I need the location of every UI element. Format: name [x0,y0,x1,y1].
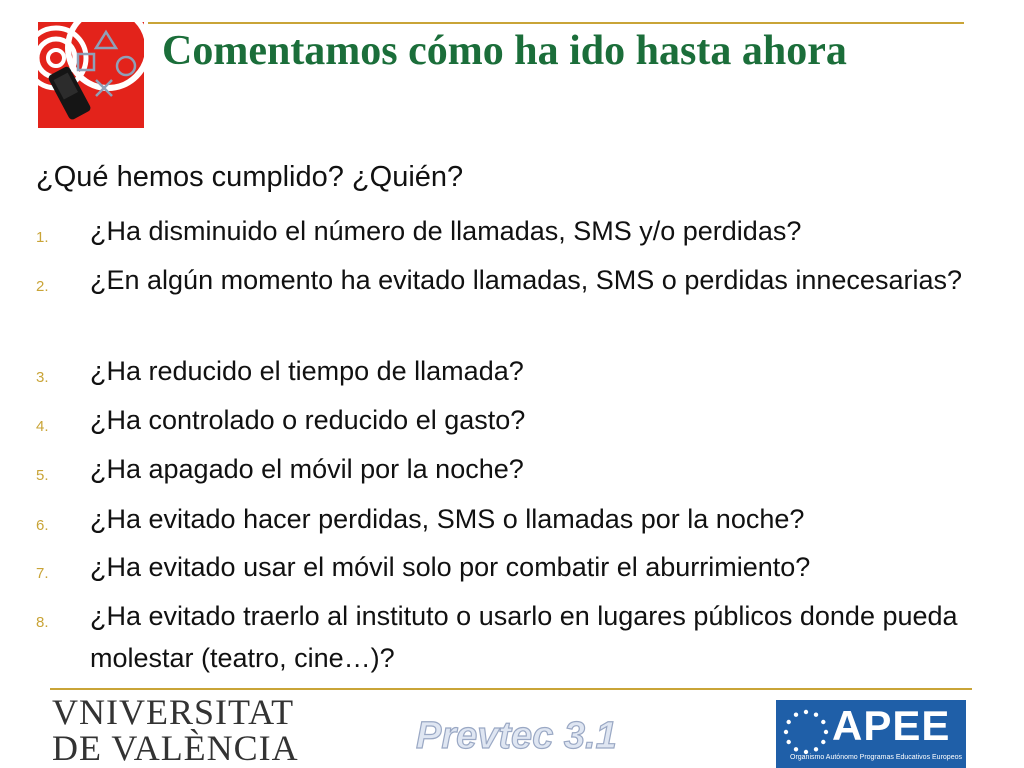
prevtec-logo [412,708,627,765]
universitat-logo [52,694,299,766]
item-text: ¿Ha reducido el tiempo de llamada? [90,356,524,386]
item-number: 5. [36,467,49,484]
item-number: 3. [36,369,49,386]
bottom-rule [50,688,972,690]
item-number: 1. [36,229,49,246]
university-name-line2: DE VALÈNCIA [52,728,299,768]
prevtec-logo-text: Prevtec 3.1 [416,715,617,757]
item-text: ¿Ha apagado el móvil por la noche? [90,454,524,484]
item-number: 7. [36,565,49,582]
item-number: 4. [36,418,49,435]
item-text: ¿Ha evitado hacer perdidas, SMS o llamadas por la noche? [90,504,805,534]
top-rule [148,22,964,24]
item-number: 2. [36,278,49,295]
eu-stars-icon [778,704,834,760]
item-text: ¿Ha evitado usar el móvil solo por combatir el aburrimiento? [90,552,811,582]
phone-target-logo [38,22,144,128]
item-text: ¿En algún momento ha evitado llamadas, SMS o perdidas innecesarias? [90,265,962,295]
apee-name: APEE [832,702,951,749]
apee-subtitle: Organismo Autónomo Programas Educativos Europeos [790,754,962,761]
item-number: 8. [36,614,49,631]
university-name-line1: VNIVERSITAT [52,692,295,732]
apee-logo [776,700,966,768]
item-text: ¿Ha disminuido el número de llamadas, SMS y/o perdidas? [90,216,802,246]
slide-heading: ¿Qué hemos cumplido? ¿Quién? [36,161,464,193]
item-text: ¿Ha evitado traerlo al instituto o usarlo en lugares públicos donde pueda molestar (teatro, cine…)? [90,601,958,673]
item-text: ¿Ha controlado o reducido el gasto? [90,405,526,435]
item-number: 6. [36,517,49,534]
slide-title: Comentamos cómo ha ido hasta ahora [162,28,847,74]
